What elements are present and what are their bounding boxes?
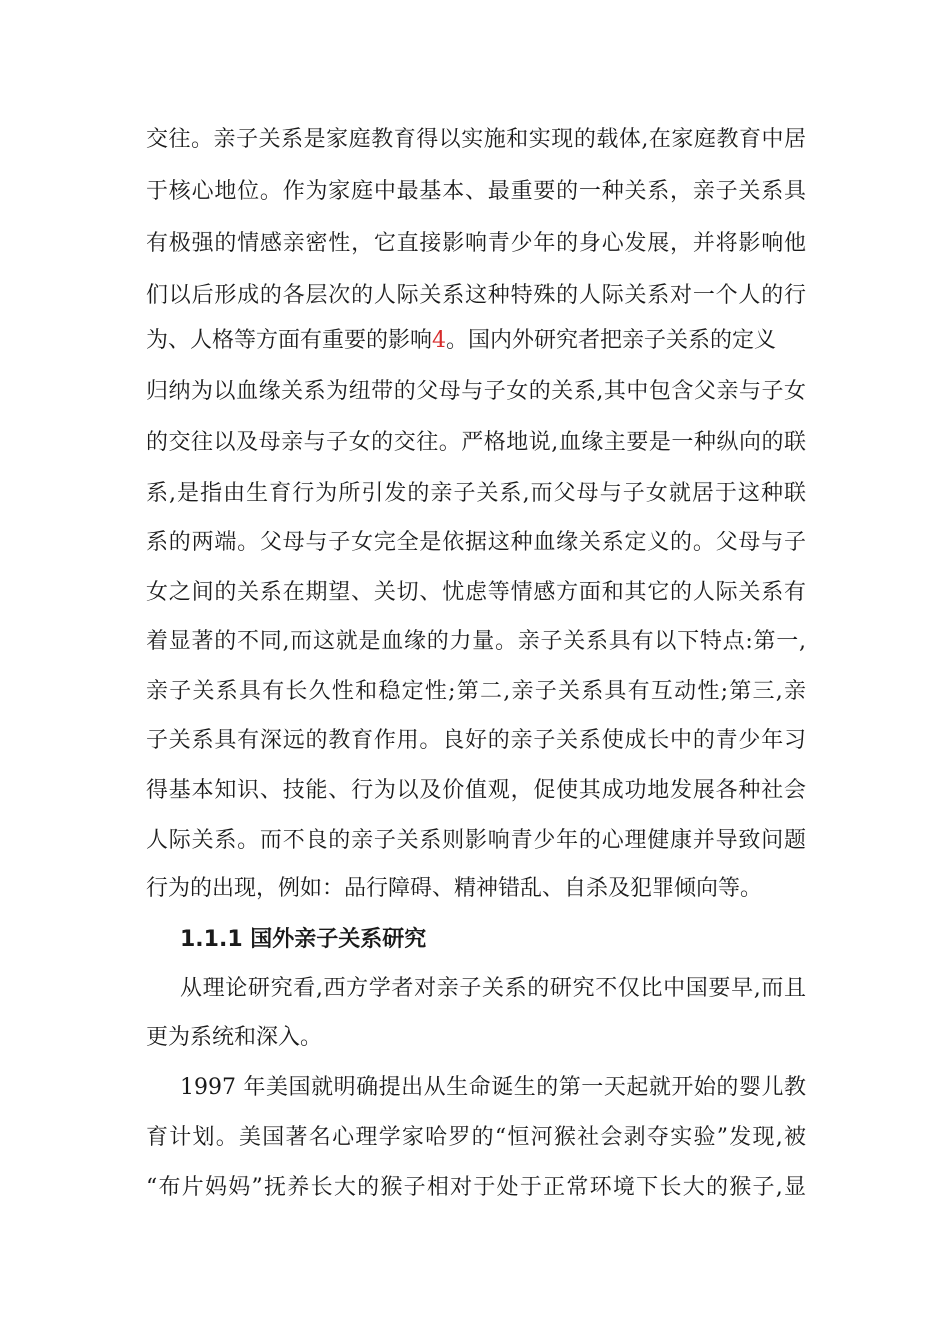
paragraph-text: 。国内外研究者把亲子关系的定义 xyxy=(446,328,777,353)
paragraph-line: 更为系统和深入。 xyxy=(146,1025,323,1050)
paragraph-line: 有极强的情感亲密性，它直接影响青少年的身心发展，并将影响他 xyxy=(146,231,806,256)
paragraph-line: 亲子关系具有长久性和稳定性;第二,亲子关系具有互动性;第三,亲 xyxy=(146,679,806,704)
paragraph-line: 子关系具有深远的教育作用。良好的亲子关系使成长中的青少年习 xyxy=(146,728,806,753)
paragraph-line: 着显著的不同,而这就是血缘的力量。亲子关系具有以下特点:第一, xyxy=(146,629,806,654)
paragraph-line: 于核心地位。作为家庭中最基本、最重要的一种关系，亲子关系具 xyxy=(146,179,806,204)
paragraph-line: 从理论研究看,西方学者对亲子关系的研究不仅比中国要早,而且 xyxy=(180,976,806,1001)
paragraph-line: 人际关系。而不良的亲子关系则影响青少年的心理健康并导致问题 xyxy=(146,828,806,853)
paragraph-line: 交往。亲子关系是家庭教育得以实施和实现的载体,在家庭教育中居 xyxy=(146,127,806,152)
paragraph-line: 的交往以及母亲与子女的交往。严格地说,血缘主要是一种纵向的联 xyxy=(146,430,806,455)
section-heading: 1.1.1 国外亲子关系研究 xyxy=(180,927,427,952)
paragraph-line: “布片妈妈”抚养长大的猴子相对于处于正常环境下长大的猴子,显 xyxy=(146,1175,806,1200)
paragraph-line: 们以后形成的各层次的人际关系这种特殊的人际关系对一个人的行 xyxy=(146,283,806,308)
paragraph-line: 女之间的关系在期望、关切、忧虑等情感方面和其它的人际关系有 xyxy=(146,580,806,605)
paragraph-line: 行为的出现，例如：品行障碍、精神错乱、自杀及犯罪倾向等。 xyxy=(146,876,763,901)
citation-marker: 4 xyxy=(432,328,447,353)
paragraph-line: 得基本知识、技能、行为以及价值观，促使其成功地发展各种社会 xyxy=(146,778,806,803)
paragraph-line: 1997 年美国就明确提出从生命诞生的第一天起就开始的婴儿教 xyxy=(180,1075,806,1100)
paragraph-line: 系的两端。父母与子女完全是依据这种血缘关系定义的。父母与子 xyxy=(146,530,806,555)
paragraph-line: 育计划。美国著名心理学家哈罗的“恒河猴社会剥夺实验”发现,被 xyxy=(146,1125,806,1150)
paragraph-line: 系,是指由生育行为所引发的亲子关系,而父母与子女就居于这种联 xyxy=(146,481,806,506)
paragraph-line: 归纳为以血缘关系为纽带的父母与子女的关系,其中包含父亲与子女 xyxy=(146,379,806,404)
paragraph-line xyxy=(146,325,806,357)
paragraph-text: 为、人格等方面有重要的影响 xyxy=(146,328,433,353)
